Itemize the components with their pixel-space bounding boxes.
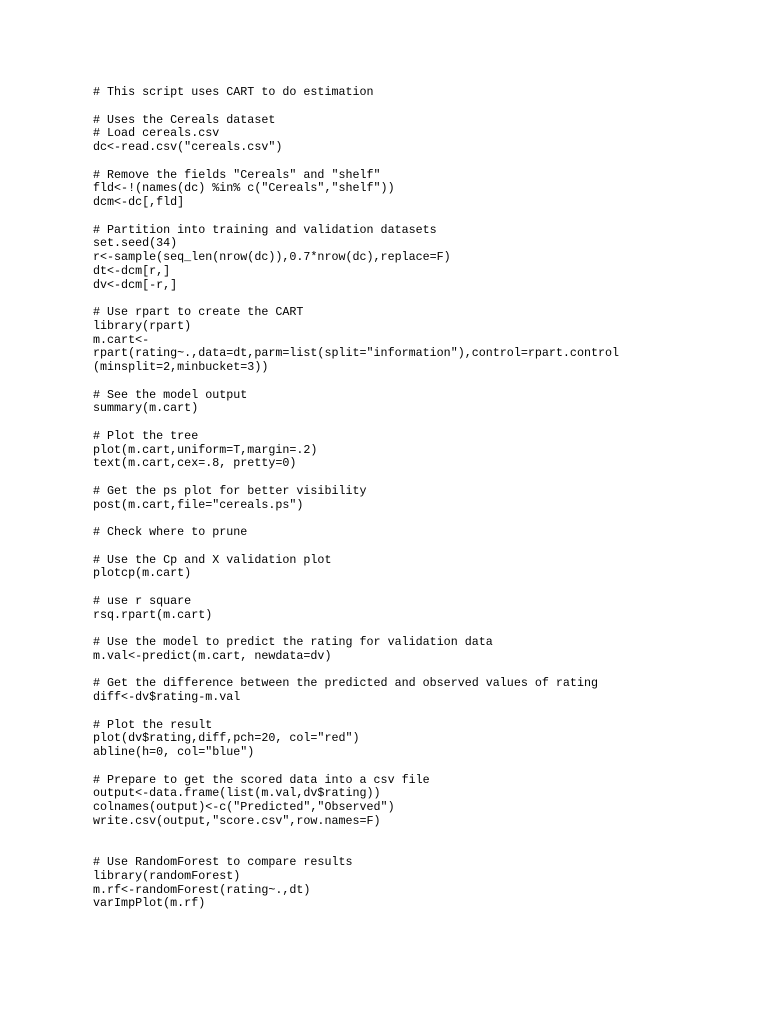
comment-line: # Prepare to get the scored data into a csv file: [93, 772, 430, 787]
blank-line: [93, 581, 753, 595]
code-line: library(randomForest): [93, 868, 241, 883]
code-line: write.csv(output,"score.csv",row.names=F): [93, 813, 381, 828]
blank-line: [93, 100, 753, 114]
blank-line: [93, 292, 753, 306]
comment-line: # Load cereals.csv: [93, 126, 220, 141]
comment-line: # This script uses CART to do estimation: [93, 85, 374, 99]
code-line: plot(m.cart,uniform=T,margin=.2): [93, 442, 318, 457]
code-line: m.cart<-: [93, 332, 150, 347]
code-line: plotcp(m.cart): [93, 566, 192, 581]
code-line: output<-data.frame(list(m.val,dv$rating)): [93, 786, 381, 801]
blank-line: [93, 622, 753, 636]
code-line: post(m.cart,file="cereals.ps"): [93, 497, 304, 512]
code-line: colnames(output)<-c("Predicted","Observed"): [93, 800, 395, 814]
code-line: set.seed(34): [93, 236, 178, 251]
comment-line: # Get the ps plot for better visibility: [93, 483, 367, 498]
blank-line: [93, 664, 753, 678]
code-line: diff<-dv$rating-m.val: [93, 690, 241, 704]
comment-line: # Use rpart to create the CART: [93, 305, 304, 319]
comment-line: # Check where to prune: [93, 525, 248, 539]
blank-line: [93, 416, 753, 430]
code-line: m.rf<-randomForest(rating~.,dt): [93, 882, 311, 897]
code-line: library(rpart): [93, 318, 192, 333]
comment-line: # Use the Cp and X validation plot: [93, 552, 332, 567]
comment-line: # See the model output: [93, 387, 248, 402]
blank-line: [93, 375, 753, 389]
comment-line: # Partition into training and validation datasets: [93, 222, 437, 237]
blank-line: [93, 760, 753, 774]
code-line: varImpPlot(m.rf): [93, 896, 206, 911]
code-line: rsq.rpart(m.cart): [93, 607, 213, 622]
code-line: plot(dv$rating,diff,pch=20, col="red"): [93, 731, 360, 746]
code-line: dv<-dcm[-r,]: [93, 277, 178, 292]
code-line: r<-sample(seq_len(nrow(dc)),0.7*nrow(dc),replace=F): [93, 250, 451, 264]
code-line: rpart(rating~.,data=dt,parm=list(split="information"),control=rpart.control: [93, 346, 620, 361]
comment-line: # Get the difference between the predicted and observed values of rating: [93, 676, 598, 691]
blank-line: [93, 210, 753, 224]
code-line: abline(h=0, col="blue"): [93, 745, 255, 759]
blank-line: [93, 540, 753, 554]
comment-line: # Use the model to predict the rating for validation data: [93, 635, 493, 649]
blank-line: [93, 842, 753, 856]
code-line: m.val<-predict(m.cart, newdata=dv): [93, 648, 332, 663]
code-line: (minsplit=2,minbucket=3)): [93, 360, 269, 374]
code-line: text(m.cart,cex=.8, pretty=0): [93, 456, 297, 471]
comment-line: # use r square: [93, 593, 192, 608]
blank-line: [93, 829, 753, 843]
code-line: fld<-!(names(dc) %in% c("Cereals","shelf")): [93, 181, 395, 196]
comment-line: # Remove the fields "Cereals" and "shelf": [93, 167, 381, 182]
r-script-code: [93, 86, 753, 911]
comment-line: # Use RandomForest to compare results: [93, 855, 353, 869]
blank-line: [93, 512, 753, 526]
blank-line: [93, 155, 753, 169]
comment-line: # Uses the Cereals dataset: [93, 112, 276, 127]
code-line: summary(m.cart): [93, 401, 199, 416]
blank-line: [93, 471, 753, 485]
comment-line: # Plot the result: [93, 717, 213, 732]
code-line: dt<-dcm[r,]: [93, 263, 171, 278]
comment-line: # Plot the tree: [93, 428, 199, 443]
blank-line: [93, 705, 753, 719]
code-line: dc<-read.csv("cereals.csv"): [93, 140, 283, 154]
code-line: dcm<-dc[,fld]: [93, 195, 185, 209]
